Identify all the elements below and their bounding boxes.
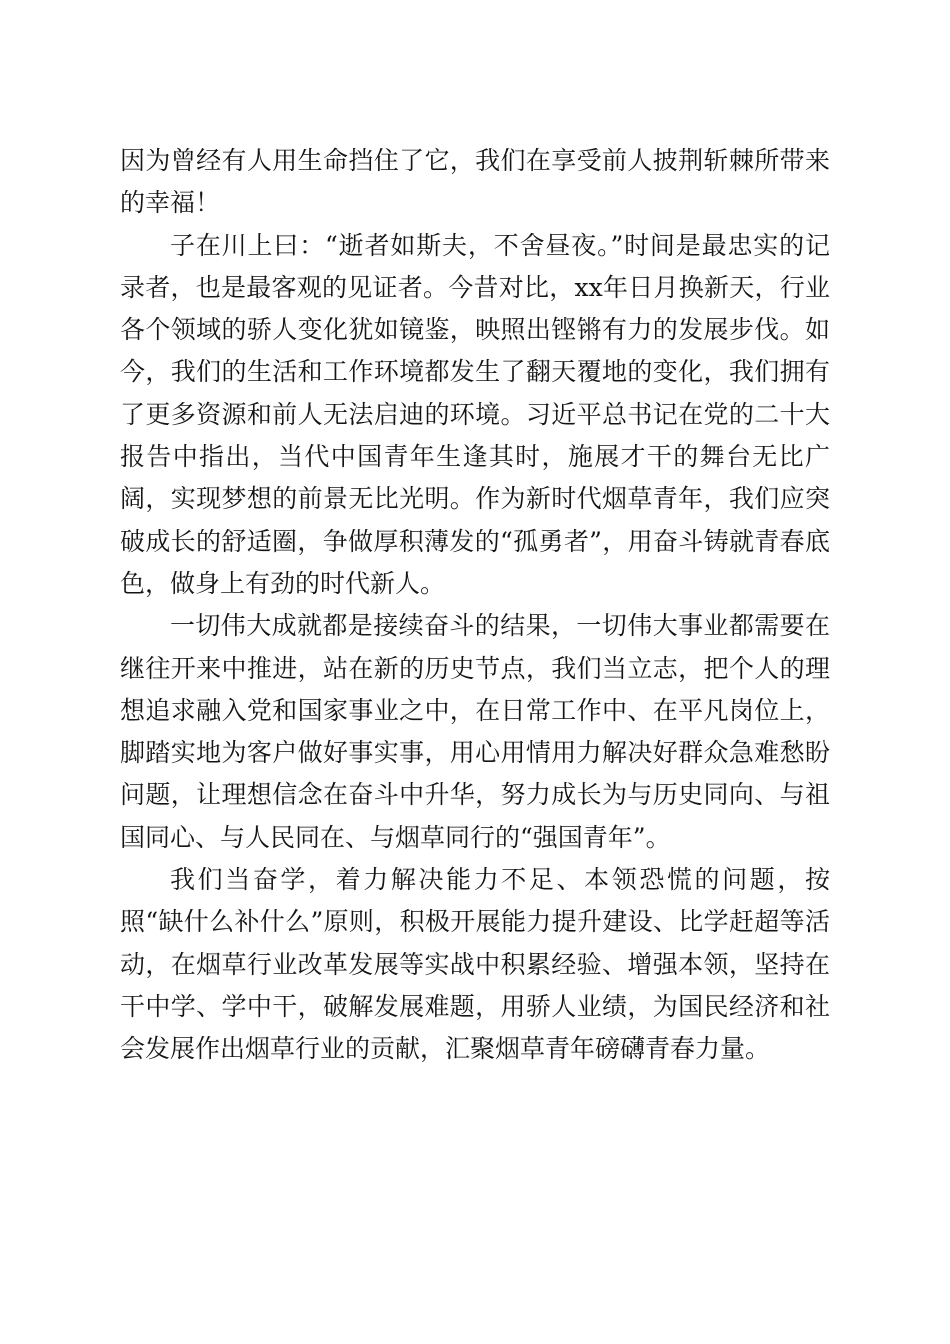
paragraph-study: 我们当奋学，着力解决能力不足、本领恐慌的问题，按照“缺什么补什么”原则，积极开展能力提升建设、比学赶超等活动，在烟草行业改革发展等实战中积累经验、增强本领，坚持在干中学、学中干，破解发展难题，用骄人业绩，为国民经济和社会发展作出烟草行业的贡献，汇聚烟草青年磅礴青春力量。 xyxy=(120,865,830,1064)
paragraph-continuation: 因为曾经有人用生命挡住了它，我们在享受前人披荆斩棘所带来的幸福！ xyxy=(120,146,830,218)
paragraph-aspiration: 一切伟大成就都是接续奋斗的结果，一切伟大事业都需要在继往开来中推进，站在新的历史节点，我们当立志，把个人的理想追求融入党和国家事业之中，在日常工作中、在平凡岗位上，脚踏实地为客户做好事实事，用心用情用力解决好群众急难愁盼问题，让理想信念在奋斗中升华，努力成长为与历史同向、与祖国同心、与人民同在、与烟草同行的“强国青年”。 xyxy=(120,611,830,852)
document-body xyxy=(120,140,830,1071)
paragraph-time-witness: 子在川上曰：“逝者如斯夫，不舍昼夜。”时间是最忠实的记录者，也是最客观的见证者。今昔对比，xx年日月换新天，行业各个领域的骄人变化犹如镜鉴，映照出铿锵有力的发展步伐。如今，我们的生活和工作环境都发生了翻天覆地的变化，我们拥有了更多资源和前人无法启迪的环境。习近平总书记在党的二十大报告中指出，当代中国青年生逢其时，施展才干的舞台无比广阔，实现梦想的前景无比光明。作为新时代烟草青年，我们应突破成长的舒适圈，争做厚积薄发的“孤勇者”，用奋斗铸就青春底色，做身上有劲的时代新人。 xyxy=(120,230,830,598)
